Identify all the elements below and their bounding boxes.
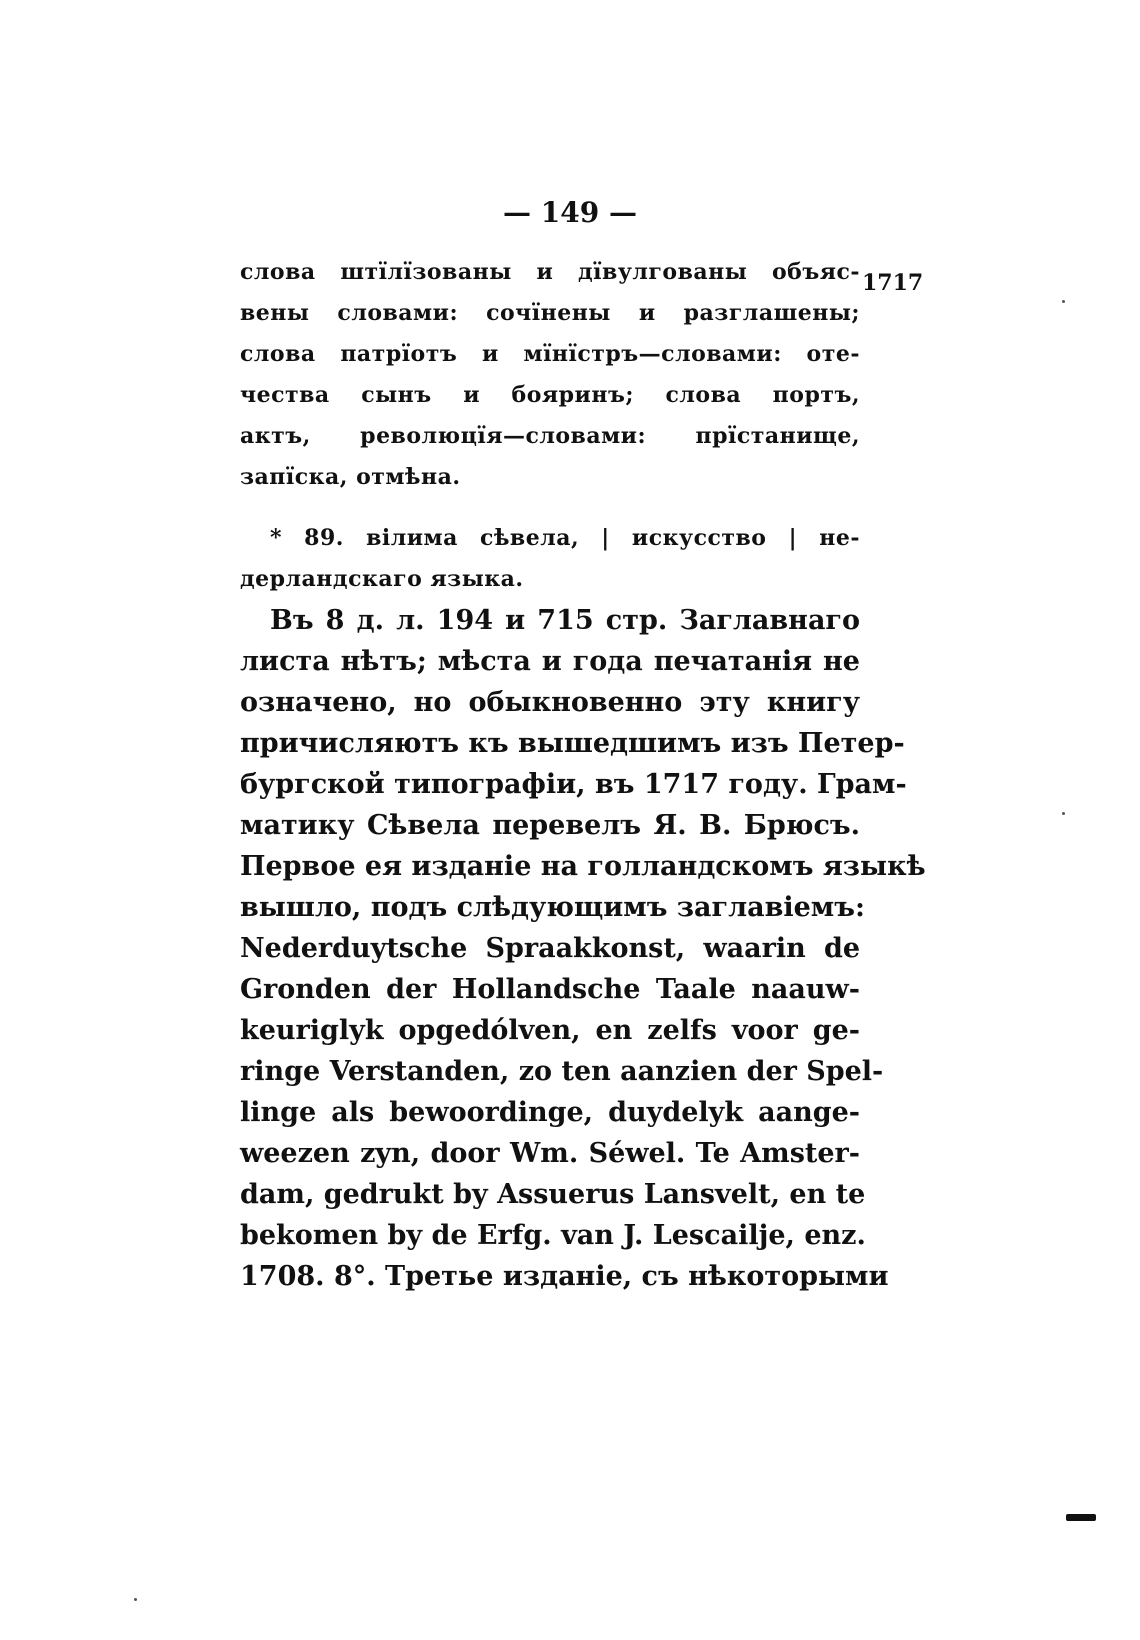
text-line: linge als bewoordinge, duydelyk aange-	[240, 1097, 860, 1128]
text-line: чества сынъ и бояринъ; слова портъ,	[240, 382, 860, 408]
text-line: bekomen by de Erfg. van J. Lescailje, enz.	[240, 1220, 866, 1251]
text-line: листа нѣтъ; мѣста и года печатанія не	[240, 646, 860, 677]
text-line: означено, но обыкновенно эту книгу	[240, 687, 860, 718]
speck-mark	[1062, 300, 1065, 303]
text-line: причисляютъ къ вышедшимъ изъ Петер-	[240, 728, 905, 759]
text-line: запїска, отмѣна.	[240, 464, 461, 490]
heading-line: дерландскаго языка.	[240, 566, 524, 592]
text-line: вышло, подъ слѣдующимъ заглавіемъ:	[240, 892, 865, 923]
text-line: актъ, революцїя—словами: прїстанище,	[240, 423, 860, 449]
text-line: бургской типографіи, въ 1717 году. Грам-	[240, 769, 907, 800]
paragraph-2	[240, 600, 926, 1297]
speck-mark	[134, 1598, 137, 1601]
text-line: Gronden der Hollandsche Taale naauw-	[240, 974, 860, 1005]
text-line: Первое ея изданіе на голландскомъ языкѣ	[240, 851, 926, 882]
text-line: матику Сѣвела перевелъ Я. В. Брюсъ.	[240, 810, 860, 841]
speck-mark	[1062, 812, 1065, 815]
text-line: Nederduytsche Spraakkonst, waarin de	[240, 933, 860, 964]
text-line: Въ 8 д. л. 194 и 715 стр. Заглавнаго	[270, 605, 860, 636]
page-number: — 149 —	[503, 196, 637, 229]
paragraph-1	[240, 252, 860, 498]
text-line: 1708. 8°. Третье изданіе, съ нѣкоторыми	[240, 1261, 889, 1292]
entry-heading	[240, 518, 860, 600]
text-line: dam, gedrukt by Assuerus Lansvelt, en te	[240, 1179, 866, 1210]
text-line: слова патрїотъ и мїнїстръ—словами: оте-	[240, 341, 860, 367]
text-line: keuriglyk opgedólven, en zelfs voor ge-	[240, 1015, 860, 1046]
text-line: вены словами: сочїнены и разглашены;	[240, 300, 860, 326]
text-line: weezen zyn, door Wm. Séwel. Te Amster-	[240, 1138, 860, 1169]
margin-year: 1717	[862, 270, 924, 296]
text-line: слова штїлїзованы и дївулгованы объяс-	[240, 259, 860, 285]
heading-line: * 89. вілима сѣвела, | искусство | не-	[270, 525, 860, 551]
text-line: ringe Verstanden, zo ten aanzien der Spel-	[240, 1056, 884, 1087]
page-edge-mark-icon	[1066, 1514, 1096, 1521]
